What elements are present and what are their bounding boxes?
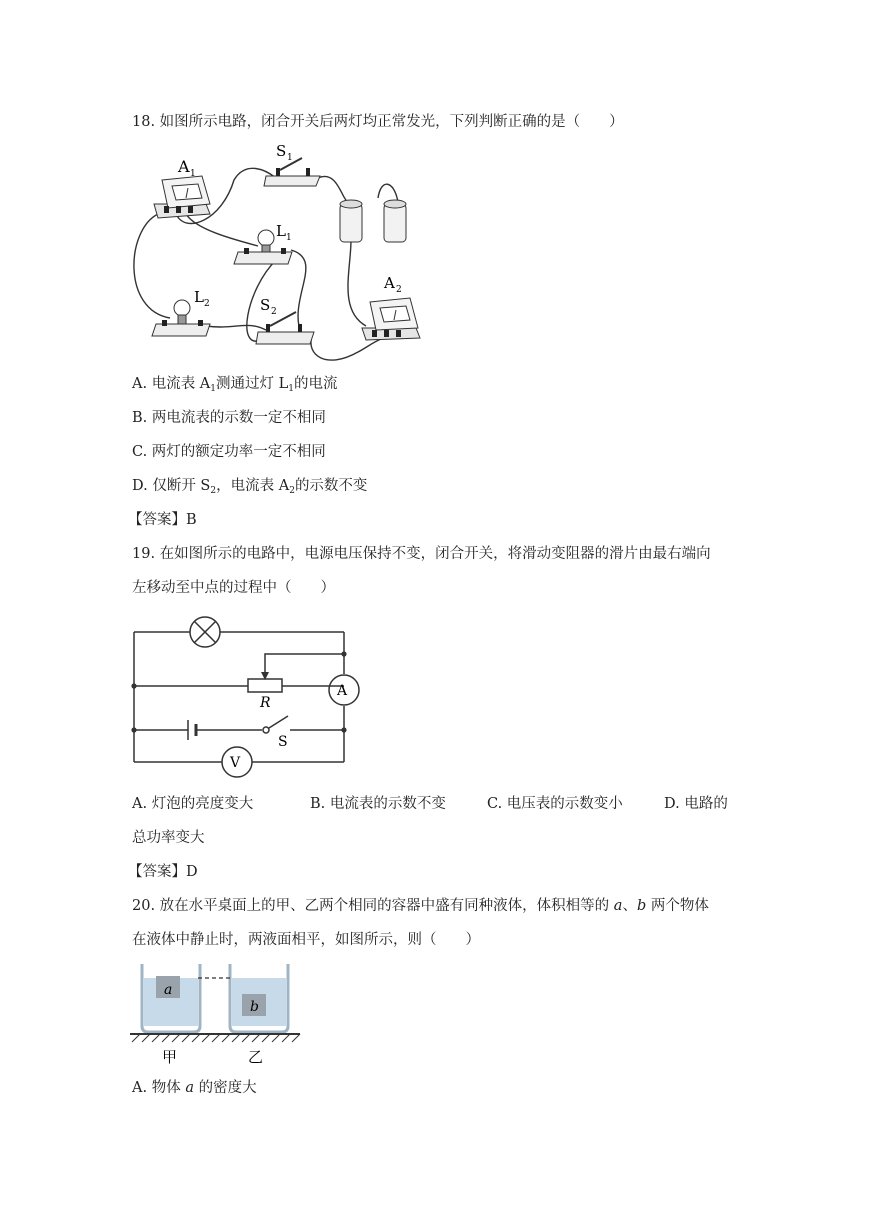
switch-s2 xyxy=(256,312,314,344)
container-yi xyxy=(230,964,288,1032)
label-b: b xyxy=(250,999,259,1015)
label-s1-sub: 1 xyxy=(287,153,293,163)
q19-stem-line2: 左移动至中点的过程中（ ） xyxy=(132,580,335,596)
label-r: R xyxy=(260,695,271,711)
q18-circuit-figure xyxy=(126,140,426,368)
q20-stem-line1: 20. 放在水平桌面上的甲、乙两个相同的容器中盛有同种液体，体积相等的 a、b 两个物体 xyxy=(132,898,709,914)
label-ammeter: A xyxy=(337,683,348,699)
label-yi: 乙 xyxy=(248,1048,264,1066)
label-l1-sub: 1 xyxy=(286,233,292,243)
q19-circuit-figure xyxy=(126,614,366,780)
q19-answer: 【答案】D xyxy=(128,864,198,880)
q19-option-a[interactable]: A. 灯泡的亮度变大 xyxy=(132,796,254,812)
q20-option-a[interactable]: A. 物体 a 的密度大 xyxy=(132,1080,257,1096)
q19-option-b[interactable]: B. 电流表的示数不变 xyxy=(310,796,446,812)
label-a1-sub: 1 xyxy=(190,169,196,179)
ammeter-a2 xyxy=(362,298,420,340)
label-l1: L xyxy=(276,222,286,240)
label-a2-sub: 2 xyxy=(396,285,402,295)
q19-option-c[interactable]: C. 电压表的示数变小 xyxy=(487,796,623,812)
label-l2: L xyxy=(194,288,204,306)
q20-containers-figure xyxy=(126,958,306,1068)
q18-answer: 【答案】B xyxy=(128,512,197,528)
label-a2: A xyxy=(384,274,395,292)
label-l2-sub: 2 xyxy=(204,299,210,309)
q18-option-b[interactable]: B. 两电流表的示数一定不相同 xyxy=(132,410,326,426)
label-a1: A xyxy=(178,157,190,176)
label-s1: S xyxy=(276,142,287,160)
label-switch: S xyxy=(278,734,288,750)
battery-pack xyxy=(340,200,406,242)
q18-stem: 18. 如图所示电路，闭合开关后两灯均正常发光，下列判断正确的是（ ） xyxy=(132,114,624,130)
q19-option-d-cont: 总功率变大 xyxy=(132,830,205,846)
label-a: a xyxy=(164,982,173,998)
container-jia xyxy=(142,964,200,1032)
q18-option-d[interactable]: D. 仅断开 $S_2$，电流表 $A_2$的示数不变 xyxy=(132,478,368,496)
label-jia: 甲 xyxy=(162,1048,178,1066)
q18-option-a[interactable]: A. 电流表 $A_1$测通过灯 $L_1$的电流 xyxy=(132,376,338,394)
label-s2-sub: 2 xyxy=(271,307,277,317)
label-voltmeter: V xyxy=(230,755,241,771)
q19-stem-line1: 19. 在如图所示的电路中，电源电压保持不变，闭合开关，将滑动变阻器的滑片由最右端向 xyxy=(132,546,711,562)
q19-option-d[interactable]: D. 电路的 xyxy=(664,796,728,812)
q18-option-c[interactable]: C. 两灯的额定功率一定不相同 xyxy=(132,444,326,460)
ammeter-a1 xyxy=(154,176,210,218)
q20-stem-line2: 在液体中静止时，两液面相平，如图所示，则（ ） xyxy=(132,932,480,948)
label-s2: S xyxy=(260,296,271,314)
